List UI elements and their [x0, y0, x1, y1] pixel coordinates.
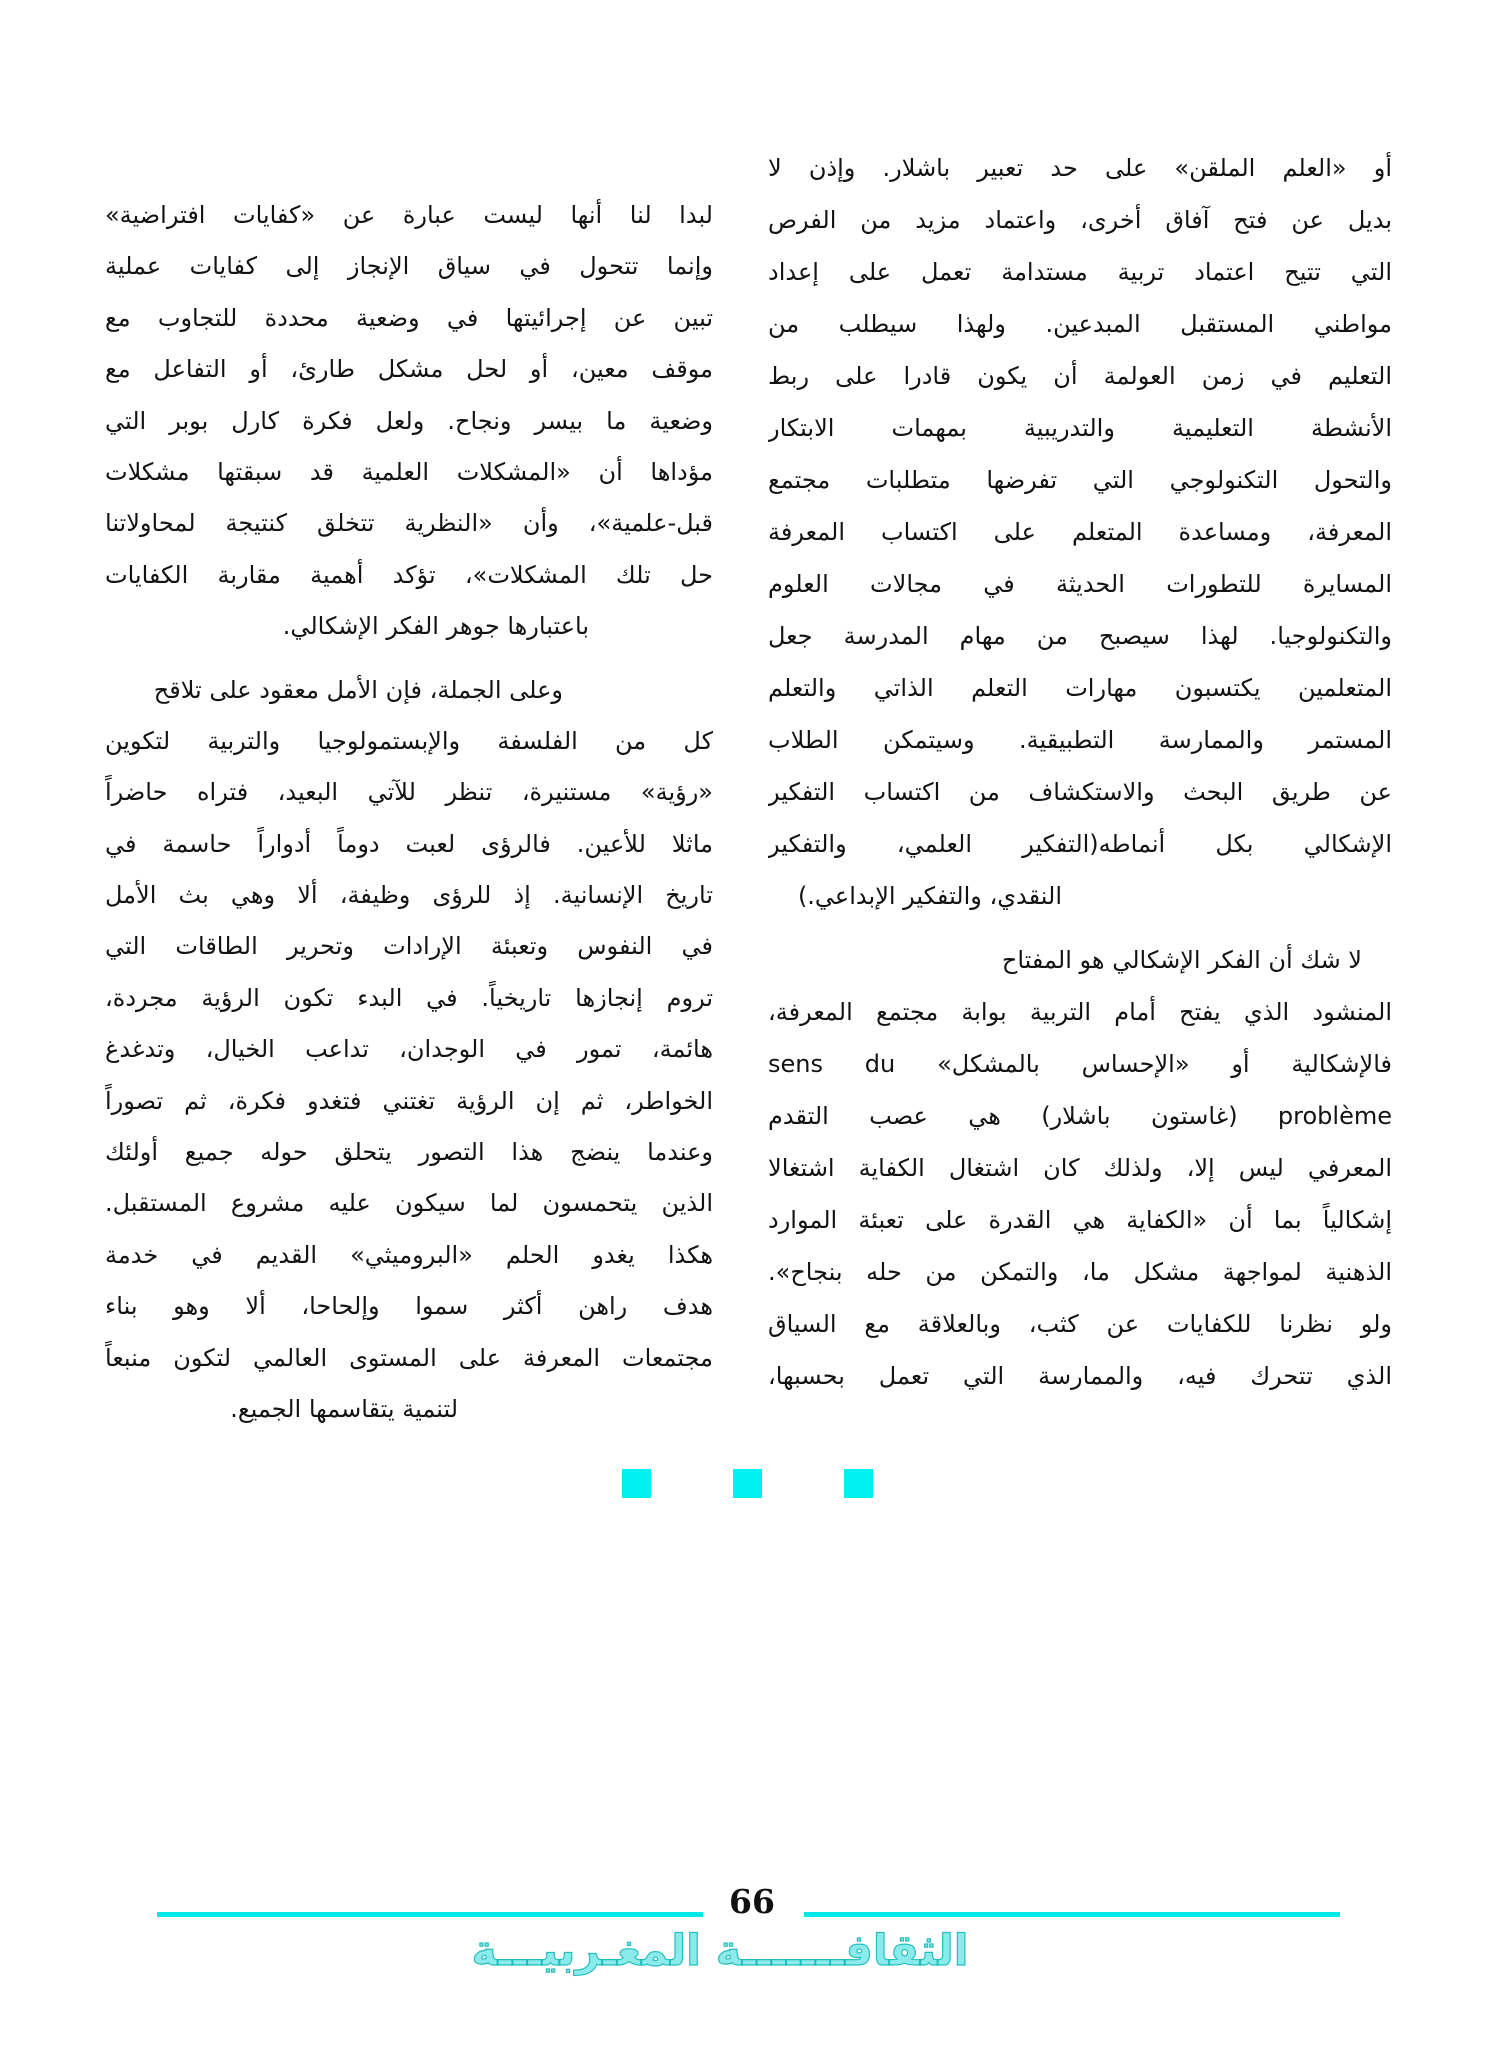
text-line: والتكنولوجيا. لهذا سيصبح من مهام المدرسة جعل — [768, 622, 1392, 650]
text-line: ولو نظرنا للكفايات عن كثب، وبالعلاقة مع السياق — [768, 1310, 1392, 1338]
text-line: لا شك أن الفكر الإشكالي هو المفتاح — [1001, 946, 1362, 974]
text-line: المسايرة للتطورات الحديثة في مجالات العلوم — [768, 570, 1392, 598]
text-line: تروم إنجازها تاريخياً. في البدء تكون الرؤية مجردة، — [105, 983, 713, 1012]
divider-square — [622, 1469, 651, 1498]
divider-square — [733, 1469, 762, 1498]
text-line: كل من الفلسفة والإبستمولوجيا والتربية لتكوين — [105, 726, 713, 755]
section-divider — [622, 1469, 873, 1498]
text-line: الذهنية لمواجهة مشكل ما، والتمكن من حله بنجاح». — [768, 1258, 1392, 1286]
text-line: الذي تتحرك فيه، والممارسة التي تعمل بحسبها، — [768, 1362, 1392, 1390]
text-line: المعرفي ليس إلا، ولذلك كان اشتغال الكفاية اشتغالا — [768, 1154, 1392, 1182]
text-line: المستمر والممارسة التطبيقية. وسيتمكن الطلاب — [768, 726, 1392, 754]
text-line: المعرفة، ومساعدة المتعلم على اكتساب المعرفة — [768, 518, 1392, 546]
text-line: هدف راهن أكثر سموا وإلحاحا، ألا وهو بناء — [105, 1292, 713, 1321]
text-line: إشكالياً بما أن «الكفاية هي القدرة على تعبئة الموارد — [768, 1206, 1392, 1234]
text-line: الخواطر، ثم إن الرؤية تغتني فتغدو فكرة، ثم تصوراً — [105, 1086, 713, 1115]
text-line: موقف معين، أو لحل مشكل طارئ، أو التفاعل مع — [105, 355, 713, 384]
page-number: 66 — [729, 1882, 775, 1921]
text-line: الإشكالي بكل أنماطه(التفكير العلمي، والتفكير — [768, 830, 1392, 858]
column-right — [768, 142, 1392, 1402]
footer-rule-left — [157, 1912, 703, 1917]
text-line: هكذا يغدو الحلم «البروميثي» القديم في خدمة — [105, 1240, 713, 1269]
text-line: هائمة، تمور في الوجدان، تداعب الخيال، وتدغدغ — [105, 1035, 713, 1064]
text-line: لبدا لنا أنها ليست عبارة عن «كفايات افتراضية» — [105, 201, 713, 229]
text-line: فالإشكالية أو «الإحساس بالمشكل» sens du — [768, 1050, 1392, 1078]
text-line: أو «العلم الملقن» على حد تعبير باشلار. وإذن لا — [768, 154, 1392, 182]
text-line: النقدي، والتفكير الإبداعي.) — [797, 882, 1062, 910]
text-line: قبل-علمية»، وأن «النظرية تتخلق كنتيجة لمحاولاتنا — [105, 509, 713, 538]
text-line: المتعلمين يكتسبون مهارات التعلم الذاتي والتعلم — [768, 674, 1392, 702]
text-line: في النفوس وتعبئة الإرادات وتحرير الطاقات التي — [105, 932, 713, 961]
text-line: تبين عن إجرائيتها في وضعية محددة للتجاوب مع — [105, 303, 713, 332]
text-line: مؤداها أن «المشكلات العلمية قد سبقتها مشكلات — [105, 457, 713, 486]
text-line: مواطني المستقبل المبدعين. ولهذا سيطلب من — [768, 310, 1392, 338]
text-line: عن طريق البحث والاستكشاف من اكتساب التفكير — [768, 778, 1392, 806]
text-line: وعندما ينضج هذا التصور يتحلق حوله جميع أولئك — [105, 1138, 713, 1167]
text-line: problème (غاستون باشلار) هي عصب التقدم — [768, 1102, 1392, 1130]
text-line: والتحول التكنولوجي التي تفرضها متطلبات مجتمع — [768, 466, 1392, 494]
text-line: الأنشطة التعليمية والتدريبية بمهمات الابتكار — [768, 414, 1392, 442]
text-line: «رؤية» مستنيرة، تنظر للآتي البعيد، فتراه حاضراً — [105, 778, 713, 807]
footer-rule-right — [804, 1912, 1340, 1917]
text-line: ماثلا للأعين. فالرؤى لعبت دوماً أدواراً حاسمة في — [105, 829, 713, 858]
text-line: وعلى الجملة، فإن الأمل معقود على تلاقح — [153, 675, 563, 704]
text-line: بديل عن فتح آفاق أخرى، واعتماد مزيد من الفرص — [768, 206, 1392, 234]
text-line: وإنما تتحول في سياق الإنجاز إلى كفايات عملية — [105, 252, 713, 281]
divider-square — [844, 1469, 873, 1498]
text-line: باعتبارها جوهر الفكر الإشكالي. — [282, 612, 589, 641]
text-line: حل تلك المشكلات»، تؤكد أهمية مقاربة الكفايات — [105, 560, 713, 589]
text-line: وضعية ما بيسر ونجاح. ولعل فكرة كارل بوبر التي — [105, 406, 713, 435]
column-left — [105, 190, 713, 1435]
text-line: المنشود الذي يفتح أمام التربية بوابة مجتمع المعرفة، — [768, 998, 1392, 1026]
text-line: مجتمعات المعرفة على المستوى العالمي لتكون منبعاً — [105, 1343, 713, 1372]
text-line: لتنمية يتقاسمها الجميع. — [230, 1394, 458, 1423]
text-line: التعليم في زمن العولمة أن يكون قادرا على ربط — [768, 362, 1392, 390]
text-line: التي تتيح اعتماد تربية مستدامة تعمل على إعداد — [768, 258, 1392, 286]
magazine-title: الثقافـــــــة المغـربيـــة — [471, 1926, 969, 1976]
text-line: تاريخ الإنسانية. إذ للرؤى وظيفة، ألا وهي بث الأمل — [105, 881, 713, 910]
text-line: الذين يتحمسون لما سيكون عليه مشروع المستقبل. — [105, 1189, 713, 1218]
